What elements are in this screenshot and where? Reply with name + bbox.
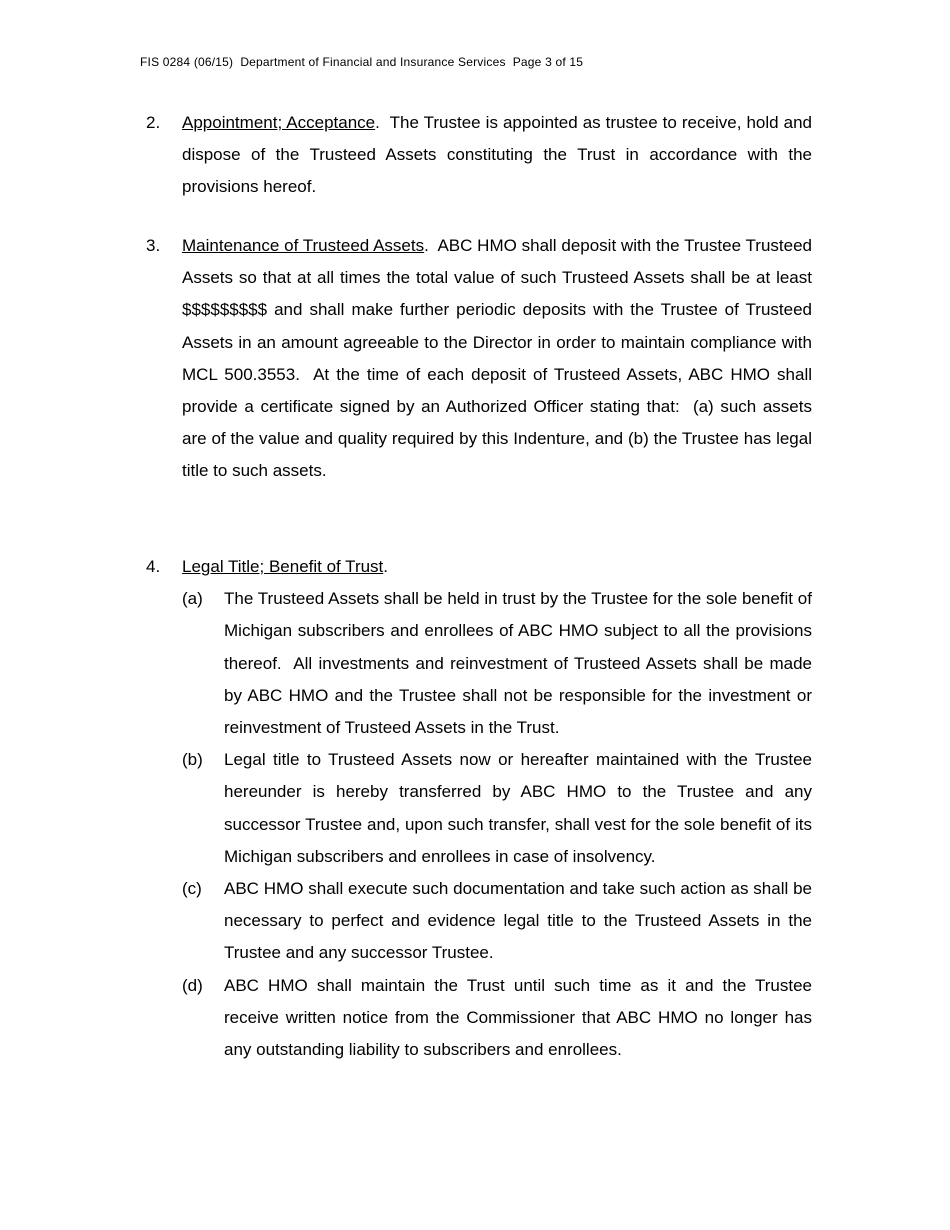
- subitem-label: (b): [182, 750, 203, 770]
- section-title-period: .: [375, 113, 380, 132]
- subitem-label: (d): [182, 975, 203, 995]
- section-text: ABC HMO shall deposit with the Trustee Trusteed Assets so that at all times the total value of such Trusteed Assets shall be at least $$$$$$$$$ and shall make further periodic deposits with the Trustee of Trusteed Assets in an amount agreeable to the Director in order to maintain compliance with MCL 500.3553. At the time of each deposit of Trusteed Assets, ABC HMO shall provide a certificate signed by an Authorized Officer stating that: (a) such assets are of the value and quality required by this Indenture, and (b) the Trustee has legal title to such assets.: [182, 236, 817, 481]
- section-text: The Trustee is appointed as trustee to receive, hold and dispose of the Trusteed Assets constituting the Trust in accordance with the provisions hereof.: [182, 113, 817, 197]
- numbered-item: [146, 551, 812, 583]
- section-title: Maintenance of Trusteed Assets: [182, 236, 425, 255]
- section-number: 3.: [146, 236, 161, 255]
- numbered-item: [146, 230, 817, 488]
- subitem-label: (c): [182, 879, 202, 899]
- subitem-text: The Trusteed Assets shall be held in trust by the Trustee for the sole benefit of Michigan subscribers and enrollees of ABC HMO subject to all the provisions thereof. All investments and reinvestment of Trusteed Assets shall be made by ABC HMO and the Trustee shall not be responsible for the investment or reinvestment of Trusteed Assets in the Trust.: [224, 589, 817, 738]
- page-header: FIS 0284 (06/15) Department of Financial and Insurance Services Page 3 of 15: [140, 55, 584, 69]
- section-title: Legal Title; Benefit of Trust: [182, 557, 384, 576]
- section-maintenance-of-trusteed-assets: [146, 230, 817, 488]
- subitems-container: [146, 583, 817, 1066]
- section-title-period: .: [383, 557, 389, 576]
- section-title-period: .: [424, 236, 429, 255]
- subitem-b: [182, 744, 817, 873]
- subitem-label: (a): [182, 589, 203, 609]
- numbered-item: [146, 107, 817, 204]
- subitem-d: [182, 970, 817, 1067]
- section-number: 2.: [146, 113, 161, 132]
- section-number: 4.: [146, 557, 161, 576]
- section-legal-title-benefit-of-trust: [146, 551, 817, 1066]
- section-title: Appointment; Acceptance: [182, 113, 376, 132]
- subitem-c: [182, 873, 817, 970]
- section-body: [182, 230, 817, 488]
- subitem-text: Legal title to Trusteed Assets now or hereafter maintained with the Trustee hereunder is hereby transferred by ABC HMO to the Trustee and any successor Trustee and, upon such transfer, shall vest for the sole benefit of its Michigan subscribers and enrollees in case of insolvency.: [224, 750, 817, 866]
- section-body: [182, 107, 817, 204]
- section-appointment-acceptance: [146, 107, 817, 204]
- subitem-text: ABC HMO shall maintain the Trust until such time as it and the Trustee receive written notice from the Commissioner that ABC HMO no longer has any outstanding liability to subscribers and enrollees.: [224, 975, 817, 1060]
- subitem-text: ABC HMO shall execute such documentation and take such action as shall be necessary to perfect and evidence legal title to the Trusteed Assets in the Trustee and any successor Trustee.: [224, 879, 817, 963]
- subitem-a: [182, 583, 817, 744]
- section-body: [182, 551, 812, 583]
